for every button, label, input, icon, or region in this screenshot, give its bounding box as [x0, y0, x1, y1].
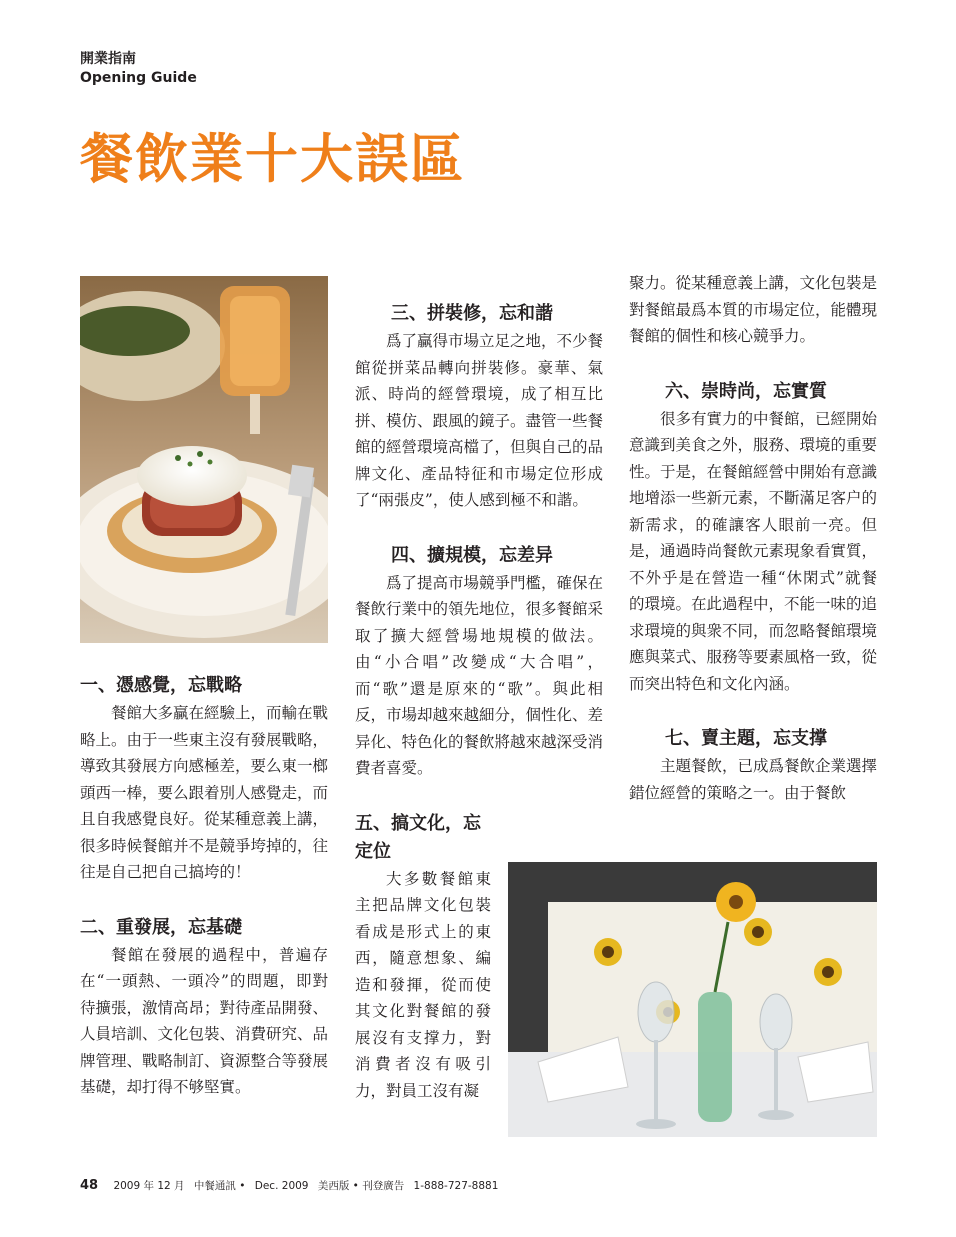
section-body: 餐館在發展的過程中，普遍存在“一頭熱、一頭冷”的問題，即對待擴張，激情高昂；對待產品開發、人員培訓、文化包裝、消費研究、品牌管理、戰略制訂、資源整合等發展基礎，却打得不够堅實。 [80, 945, 329, 1096]
footer-date-zh: 2009 年 12 月 [113, 1180, 185, 1192]
page-title: 餐飲業十大誤區 [80, 129, 465, 190]
section-body: 大多數餐館東主把品牌文化包裝看成是形式上的東西，隨意想象、編造和發揮，從而使其文化對餐館的發展沒有支撑力，對消費者沒有吸引力，對員工沒有凝 [355, 869, 491, 1100]
column-3 [629, 270, 877, 806]
page-number: 48 [80, 1178, 99, 1193]
section-heading: 五、搞文化，忘定位 [355, 812, 481, 862]
food-dish-photo [80, 276, 328, 643]
page-footer [80, 1178, 504, 1193]
section-heading: 二、重發展，忘基礎 [80, 916, 242, 938]
section-heading: 六、崇時尚，忘實質 [665, 380, 827, 402]
section-body: 很多有實力的中餐館，已經開始意識到美食之外，服務、環境的重要性。于是，在餐館經營中開始有意識地增添一些新元素，不斷滿足客户的新需求，的確讓客人眼前一亮。但是，通過時尚餐飲元素現象看實質，不外乎是在營造一種“休閑式”就餐的環境。在此過程中，不能一味的追求環境的與衆不同，而忽略餐館環境應與菜式、服務等要素風格一致，從而突出特色和文化內涵。 [629, 409, 878, 693]
footer-edition: 美西版 • 刊登廣告 [317, 1180, 405, 1192]
section-heading: 四、擴規模，忘差异 [391, 544, 553, 566]
column-2 [355, 300, 603, 1104]
section-heading: 一、憑感覺，忘戰略 [80, 675, 242, 696]
section-body: 爲了贏得市場立足之地，不少餐館從拼菜品轉向拼裝修。豪華、氣派、時尚的經營環境，成了相互比拼、模仿、跟風的鏡子。盡管一些餐館的經營環境高檔了，但與自己的品牌文化、產品特征和市場定位形成了“兩張皮”，使人感到極不和諧。 [355, 332, 604, 509]
section-label-zh: 開業指南 [80, 51, 136, 67]
section-heading: 七、賣主題，忘支撑 [665, 728, 827, 749]
section-body-continued: 聚力。從某種意義上講，文化包裝是對餐館最爲本質的市場定位，能體現餐館的個性和核心競爭力。 [629, 274, 878, 345]
section-body: 爲了提高市場競爭門檻，確保在餐飲行業中的領先地位，很多餐館采取了擴大經營場地規模的做法。由“小合唱”改變成“大合唱”，而“歌”還是原來的“歌”。與此相反，市場却越來越細分，個性化、差异化、特色化的餐飲將越來越深受消費者喜愛。 [355, 573, 604, 777]
section-label [80, 50, 197, 88]
section-body: 主題餐飲，已成爲餐飲企業選擇錯位經營的策略之一。由于餐飲 [629, 757, 878, 802]
section-heading: 三、拼裝修，忘和諧 [391, 303, 553, 324]
column-1 [80, 672, 328, 1101]
footer-magazine: 中餐通訊 • [193, 1180, 246, 1192]
section-body: 餐館大多贏在經驗上，而輸在戰略上。由于一些東主沒有發展戰略，導致其發展方向感極差，要么東一榔頭西一棒，要么跟着別人感覺走，而且自我感覺良好。從某種意義上講，很多時候餐館并不是競爭垮掉的，往往是自己把自己搞垮的！ [80, 704, 329, 881]
section-label-en: Opening Guide [80, 70, 197, 86]
footer-phone: 1-888-727-8881 [413, 1180, 499, 1192]
footer-date-en: Dec. 2009 [254, 1180, 309, 1192]
